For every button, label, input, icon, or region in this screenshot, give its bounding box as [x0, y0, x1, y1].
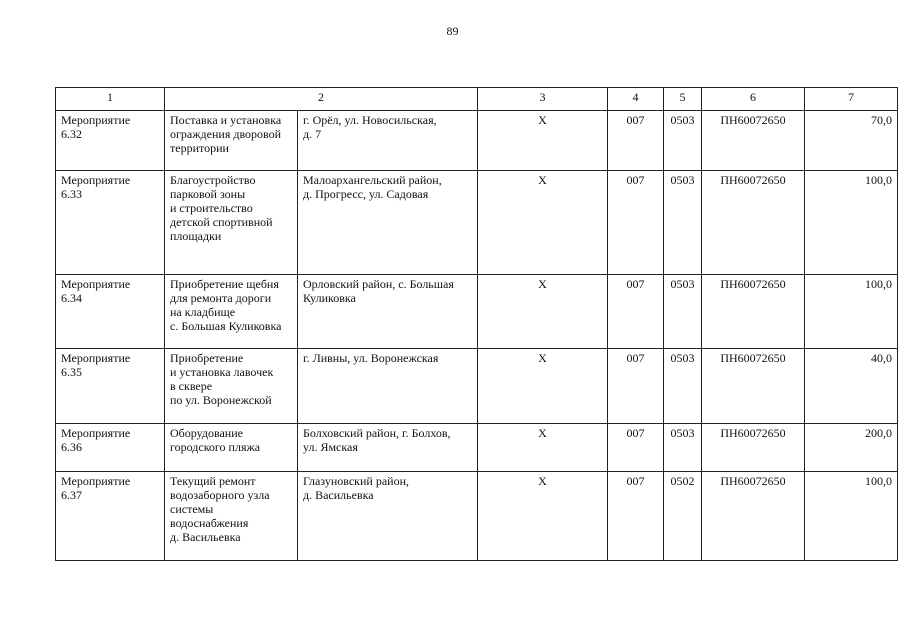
- col4-cell: 007: [608, 349, 664, 424]
- col3-cell: Х: [478, 472, 608, 561]
- col7-cell: 70,0: [805, 111, 898, 171]
- col6-cell: ПН60072650: [702, 171, 805, 275]
- col7-cell: 40,0: [805, 349, 898, 424]
- col7-cell: 100,0: [805, 171, 898, 275]
- address-cell: Орловский район, с. Большая Куликовка: [298, 275, 478, 349]
- col3-cell: Х: [478, 275, 608, 349]
- table-row: [56, 171, 898, 275]
- col3-cell: Х: [478, 171, 608, 275]
- col6-cell: ПН60072650: [702, 349, 805, 424]
- header-col-2: 2: [165, 88, 478, 111]
- col5-cell: 0503: [664, 111, 702, 171]
- address-cell: Малоархангельский район, д. Прогресс, ул. Садовая: [298, 171, 478, 275]
- header-col-4: 4: [608, 88, 664, 111]
- event-cell: Мероприятие 6.35: [56, 349, 165, 424]
- col6-cell: ПН60072650: [702, 472, 805, 561]
- description-cell: Текущий ремонт водозаборного узла системы водоснабжения д. Васильевка: [165, 472, 298, 561]
- event-cell: Мероприятие 6.33: [56, 171, 165, 275]
- col6-cell: ПН60072650: [702, 275, 805, 349]
- col4-cell: 007: [608, 275, 664, 349]
- col6-cell: ПН60072650: [702, 111, 805, 171]
- col5-cell: 0503: [664, 424, 702, 472]
- col5-cell: 0503: [664, 275, 702, 349]
- table-row: [56, 111, 898, 171]
- col5-cell: 0502: [664, 472, 702, 561]
- header-col-5: 5: [664, 88, 702, 111]
- header-row: [56, 88, 898, 111]
- col3-cell: Х: [478, 424, 608, 472]
- description-cell: Приобретение и установка лавочек в сквере по ул. Воронежской: [165, 349, 298, 424]
- col3-cell: Х: [478, 111, 608, 171]
- col5-cell: 0503: [664, 349, 702, 424]
- col4-cell: 007: [608, 171, 664, 275]
- address-cell: г. Орёл, ул. Новосильская, д. 7: [298, 111, 478, 171]
- description-cell: Поставка и установка ограждения дворовой территории: [165, 111, 298, 171]
- col7-cell: 200,0: [805, 424, 898, 472]
- event-cell: Мероприятие 6.36: [56, 424, 165, 472]
- col4-cell: 007: [608, 424, 664, 472]
- address-cell: Глазуновский район, д. Васильевка: [298, 472, 478, 561]
- table-row: [56, 424, 898, 472]
- description-cell: Благоустройство парковой зоны и строительство детской спортивной площадки: [165, 171, 298, 275]
- table-row: [56, 472, 898, 561]
- col4-cell: 007: [608, 472, 664, 561]
- event-cell: Мероприятие 6.34: [56, 275, 165, 349]
- col7-cell: 100,0: [805, 472, 898, 561]
- header-col-6: 6: [702, 88, 805, 111]
- event-cell: Мероприятие 6.37: [56, 472, 165, 561]
- col3-cell: Х: [478, 349, 608, 424]
- page-number: 89: [446, 24, 459, 38]
- col5-cell: 0503: [664, 171, 702, 275]
- address-cell: г. Ливны, ул. Воронежская: [298, 349, 478, 424]
- header-col-1: 1: [56, 88, 165, 111]
- event-cell: Мероприятие 6.32: [56, 111, 165, 171]
- col6-cell: ПН60072650: [702, 424, 805, 472]
- header-col-7: 7: [805, 88, 898, 111]
- description-cell: Приобретение щебня для ремонта дороги на кладбище с. Большая Куликовка: [165, 275, 298, 349]
- description-cell: Оборудование городского пляжа: [165, 424, 298, 472]
- address-cell: Болховский район, г. Болхов, ул. Ямская: [298, 424, 478, 472]
- table-row: [56, 349, 898, 424]
- table-row: [56, 275, 898, 349]
- budget-table: [55, 87, 898, 561]
- col7-cell: 100,0: [805, 275, 898, 349]
- header-col-3: 3: [478, 88, 608, 111]
- col4-cell: 007: [608, 111, 664, 171]
